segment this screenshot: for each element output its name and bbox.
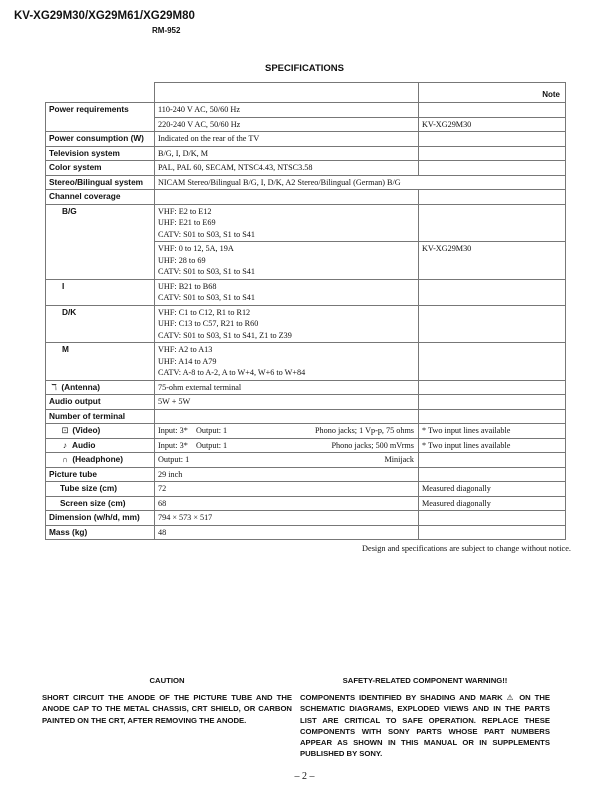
mass-label: Mass (kg) <box>46 525 155 540</box>
bg-values-b <box>155 242 419 280</box>
audio-output-label: Audio output <box>46 395 155 410</box>
i-v1: UHF: B21 to B68 <box>158 281 217 291</box>
bg-a1: VHF: E2 to E12 <box>158 206 212 216</box>
table-row <box>46 343 566 381</box>
tube-size-label: Tube size (cm) <box>46 482 155 497</box>
bg-b2: UHF: 28 to 69 <box>158 255 206 265</box>
table-row <box>46 190 566 205</box>
mass-value: 48 <box>155 525 419 540</box>
screen-size-note: Measured diagonally <box>419 496 566 511</box>
model-header: KV-XG29M30/XG29M61/XG29M80 <box>14 10 195 22</box>
bg-b3: CATV: S01 to S03, S1 to S41 <box>158 267 255 276</box>
caution-body: SHORT CIRCUIT THE ANODE OF THE PICTURE TUBE AND THE ANODE CAP TO THE METAL CHASSIS, CRT SHIELD, OR CARBON PAINTED ON THE CRT, AFTER REMOVING THE ANODE. <box>42 693 292 725</box>
m-label: M <box>46 343 155 381</box>
bg-a3: CATV: S01 to S03, S1 to S41 <box>158 229 255 239</box>
safety-body: COMPONENTS IDENTIFIED BY SHADING AND MARK ⚠ ON THE SCHEMATIC DIAGRAMS, EXPLODED VIEWS AND IN THE PARTS LIST ARE CRITICAL TO SAFE OPERATION. REPLACE THESE COMPONENTS WITH SONY PARTS WHOSE PART NUMBERS APPEAR AS SHOWN IN THIS MANUAL OR IN SUPPLEMENTS PUBLISHED BY SONY. <box>300 693 550 759</box>
table-row <box>46 525 566 540</box>
screen-size-value: 68 <box>155 496 419 511</box>
video-input: Input: 3* <box>158 426 188 435</box>
bg-values-a <box>155 204 419 242</box>
table-row <box>46 380 566 395</box>
channel-label: Channel coverage <box>46 190 155 205</box>
picture-tube-value: 29 inch <box>155 467 419 482</box>
table-row <box>46 424 566 439</box>
bg-a2: UHF: E21 to E69 <box>158 218 216 227</box>
antenna-label: (Antenna) <box>61 381 101 392</box>
i-label: I <box>46 279 155 305</box>
table-row <box>46 511 566 526</box>
screen-size-label: Screen size (cm) <box>46 496 155 511</box>
power-req-value-2: 220-240 V AC, 50/60 Hz <box>155 117 419 132</box>
disclaimer: Design and specifications are subject to change without notice. <box>362 544 571 553</box>
video-label: (Video) <box>72 425 101 435</box>
remote-model: RM-952 <box>152 26 181 35</box>
i-values <box>155 279 419 305</box>
dk-v1: VHF: C1 to C12, R1 to R12 <box>158 307 251 317</box>
power-cons-value: Indicated on the rear of the TV <box>155 132 419 147</box>
stereo-label: Stereo/Bilingual system <box>46 175 155 190</box>
caution-block <box>42 675 292 726</box>
tv-system-value: B/G, I, D/K, M <box>155 146 419 161</box>
color-system-label: Color system <box>46 161 155 176</box>
note-header: Note <box>419 83 566 103</box>
dk-v2: UHF: C13 to C57, R21 to R60 <box>158 319 259 328</box>
audio-spec: Phono jacks; 500 mVrms <box>331 440 414 450</box>
bg-note: KV-XG29M30 <box>419 242 566 280</box>
audio-input: Input: 3* <box>158 440 188 450</box>
stereo-value: NICAM Stereo/Bilingual B/G, I, D/K, A2 Stereo/Bilingual (German) B/G <box>155 175 566 190</box>
m-v1: VHF: A2 to A13 <box>158 345 213 354</box>
picture-tube-label: Picture tube <box>46 467 155 482</box>
page-title: SPECIFICATIONS <box>265 63 344 74</box>
spec-table <box>45 82 566 540</box>
power-req-note: KV-XG29M30 <box>419 117 566 132</box>
color-system-value: PAL, PAL 60, SECAM, NTSC4.43, NTSC3.58 <box>155 161 419 176</box>
table-row <box>46 395 566 410</box>
antenna-icon: ℸ <box>51 381 57 392</box>
antenna-value: 75-ohm external terminal <box>155 380 419 395</box>
headphone-label: (Headphone) <box>72 454 124 464</box>
safety-title: SAFETY-RELATED COMPONENT WARNING!! <box>342 676 508 685</box>
table-row <box>46 175 566 190</box>
page-number: – 2 – <box>294 771 315 782</box>
power-req-value-1: 110-240 V AC, 50/60 Hz <box>155 103 419 118</box>
dk-label: D/K <box>46 305 155 343</box>
headphone-icon: ∩ <box>62 454 68 464</box>
safety-warning-block <box>300 675 550 759</box>
dimension-label: Dimension (w/h/d, mm) <box>46 511 155 526</box>
table-row <box>46 161 566 176</box>
table-header-row <box>46 83 566 103</box>
table-row <box>46 146 566 161</box>
dimension-value: 794 × 573 × 517 <box>155 511 419 526</box>
m-v2: UHF: A14 to A79 <box>158 356 217 366</box>
tube-size-note: Measured diagonally <box>419 482 566 497</box>
bg-label: B/G <box>46 204 155 279</box>
audio-output: Output: 1 <box>195 440 228 450</box>
table-row <box>46 467 566 482</box>
audio-note: * Two input lines available <box>419 438 566 453</box>
table-row <box>46 103 566 118</box>
m-v3: CATV: A-8 to A-2, A to W+4, W+6 to W+84 <box>158 368 306 377</box>
table-row <box>46 496 566 511</box>
table-row <box>46 279 566 305</box>
video-output: Output: 1 <box>195 426 228 435</box>
table-row <box>46 409 566 424</box>
headphone-spec: Minijack <box>384 455 414 464</box>
i-v2: CATV: S01 to S03, S1 to S41 <box>158 293 255 302</box>
table-row <box>46 438 566 453</box>
power-cons-label: Power consumption (W) <box>46 132 155 147</box>
table-row <box>46 132 566 147</box>
m-values <box>155 343 419 381</box>
video-spec: Phono jacks; 1 Vp-p, 75 ohms <box>314 426 414 435</box>
dk-values <box>155 305 419 343</box>
dk-v3: CATV: S01 to S03, S1 to S41, Z1 to Z39 <box>158 330 292 340</box>
table-row <box>46 305 566 343</box>
audio-output-value: 5W + 5W <box>155 395 419 410</box>
table-row <box>46 453 566 468</box>
video-icon: ⊡ <box>61 425 69 435</box>
audio-icon: ♪ <box>62 439 68 450</box>
power-req-label: Power requirements <box>46 103 155 132</box>
bg-b1: VHF: 0 to 12, 5A, 19A <box>158 244 234 253</box>
tv-system-label: Television system <box>46 146 155 161</box>
video-note: * Two input lines available <box>419 424 566 439</box>
caution-title: CAUTION <box>149 676 185 685</box>
table-row <box>46 482 566 497</box>
headphone-output: Output: 1 <box>158 455 190 464</box>
audio-label: Audio <box>72 439 96 450</box>
tube-size-value: 72 <box>155 482 419 497</box>
num-terminal-label: Number of terminal <box>46 409 155 424</box>
table-row <box>46 204 566 242</box>
